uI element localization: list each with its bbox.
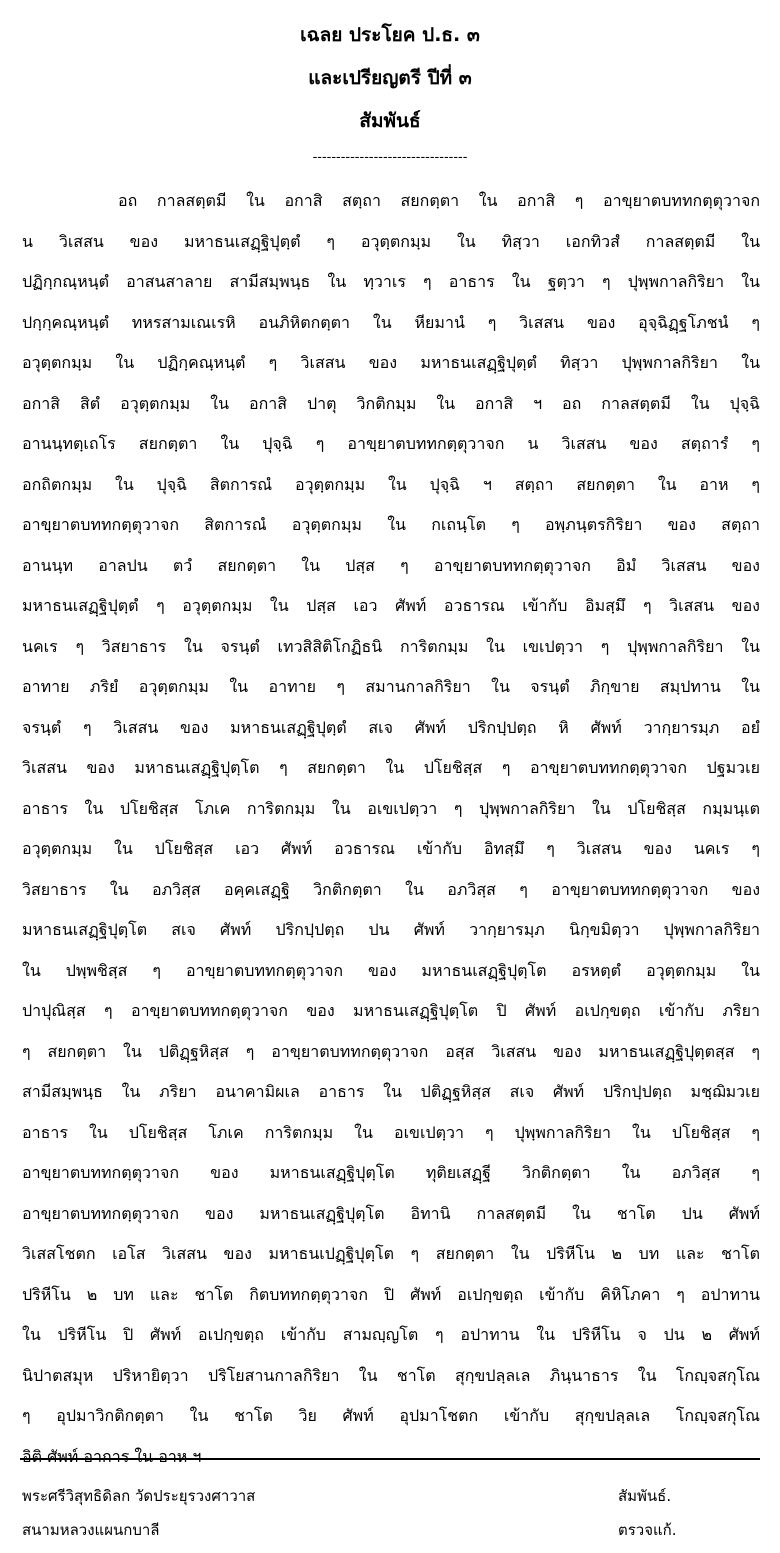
body-line: นคเร ๆ วิสยาธาร ใน จรนฺตํ เทวสิสิติโกฏิธนิ การิตกมฺม ใน เขเปตฺวา ๆ ปุพฺพกาลกิริยา ใน	[22, 636, 760, 656]
body-line: อาขฺยาตบททกตฺตุวาจก ของ มหาธนเสฏฺฐิปุตฺโต อิทานิ กาลสตฺตมี ใน ชาโต ปน ศัพท์	[22, 1203, 760, 1223]
body-line: อาขฺยาตบททกตฺตุวาจก ของ มหาธนเสฏฺฐิปุตฺโต ทุติยเสฏฺฐี วิกติกตฺตา ใน อภวิสฺส ๆ	[22, 1163, 760, 1182]
footer-institution: สนามหลวงแผนกบาลี	[22, 1521, 160, 1539]
body-line: วิสยาธาร ใน อภวิสฺส อคฺคเสฏฺฐิ วิกติกตฺตา ใน อภวิสฺส ๆ อาขฺยาตบททกตฺตุวาจก ของ	[22, 879, 760, 899]
body-line: ปฏิกฺกณฺหนฺตํ อาสนสาลาย สามีสมฺพนฺธ ใน ทฺวาเร ๆ อาธาร ใน ฐตฺวา ๆ ปุพฺพกาลกิริยา ใน	[22, 272, 760, 291]
body-line: จรนฺตํ ๆ วิเสสน ของ มหาธนเสฏฺฐิปุตฺตํ สเจ ศัพท์ ปริกปฺปตฺถ หิ ศัพท์ วากฺยารมฺภ อยํ	[22, 717, 760, 737]
body-line: อกาสิ สิตํ อวุตฺตกมฺม ใน อกาสิ ปาตุ วิกติกมฺม ใน อกาสิ ฯ อถ กาลสตฺตมี ใน ปุจฺฉิ	[22, 393, 760, 413]
title-line-3: สัมพันธ์	[359, 110, 421, 132]
body-line: อิติ ศัพท์ อาการ ใน อาห ฯ	[22, 1446, 202, 1466]
header-divider: ---------------------------------	[312, 150, 468, 165]
footer-note-1: สัมพันธ์.	[618, 1487, 672, 1505]
body-line: ๆ อุปมาวิกติกตฺตา ใน ชาโต วิย ศัพท์ อุปมาโชตก เข้ากับ สุกฺขปลฺลเล โกญฺจสกุโณ	[22, 1406, 760, 1425]
body-line: อานนฺทตฺเถโร สยกตฺตา ใน ปุจฺฉิ ๆ อาขฺยาตบททกตฺตุวาจก น วิเสสน ของ สตฺถารํ ๆ	[22, 434, 760, 453]
footer-author: พระศรีวิสุทธิดิลก วัดประยุรวงศาวาส	[22, 1487, 256, 1505]
body-line: ใน ปริหีโน ปิ ศัพท์ อเปกฺขตฺถ เข้ากับ สามญฺญโต ๆ อปาทาน ใน ปริหีโน จ ปน ๒ ศัพท์	[22, 1325, 760, 1344]
body-line: ปกฺกฺคณฺหนฺตํ ทหรสามเณเรหิ อนภิหิตกตฺตา ใน หียมานํ ๆ วิเสสน ของ อุจฺฉิฏฺฐโภชนํ ๆ	[22, 312, 760, 332]
document-body	[22, 184, 760, 1480]
body-line: อาขฺยาตบททกตฺตุวาจก สิตการณํ อวุตฺตกมฺม ใน กเถนฺโต ๆ อพฺภนฺตรกิริยา ของ สตฺถา	[22, 515, 760, 534]
title-line-2: และเปรียญตรี ปีที่ ๓	[308, 67, 472, 89]
body-line: ใน ปพฺพชิสฺส ๆ อาขฺยาตบททกตฺตุวาจก ของ มหาธนเสฏฺฐิปุตฺโต อรหตฺตํ อวุตฺตกมฺม ใน	[22, 960, 760, 980]
title-line-1: เฉลย ประโยค ป.ธ. ๓	[300, 24, 480, 46]
body-line: อถ กาลสตฺตมี ใน อกาสิ สตฺถา สยกตฺตา ใน อกาสิ ๆ อาขฺยาตบททกตฺตุวาจก	[118, 191, 760, 210]
body-line: อกถิตกมฺม ใน ปุจฺฉิ สิตการณํ อวุตฺตกมฺม ใน ปุจฺฉิ ฯ สตฺถา สยกตฺตา ใน อาห ๆ	[22, 474, 760, 494]
body-line: นิปาตสมุห ปริหายิตฺวา ปริโยสานกาลกิริยา ใน ชาโต สุกฺขปลฺลเล ภินฺนาธาร ใน โกญฺจสกุโณ	[22, 1365, 760, 1385]
body-line: น วิเสสน ของ มหาธนเสฏฺฐิปุตฺตํ ๆ อวุตฺตกมฺม ใน ทิสฺวา เอกทิวสํ กาลสตฺตมี ใน	[22, 231, 760, 251]
body-line: ปริหีโน ๒ บท และ ชาโต กิตบททกตฺตุวาจก ปิ ศัพท์ อเปกฺขตฺถ เข้ากับ คิหิโภคา ๆ อปาทาน	[22, 1284, 760, 1304]
body-line: มหาธนเสฏฺฐิปุตฺโต สเจ ศัพท์ ปริกปฺปตฺถ ปน ศัพท์ วากฺยารมฺภ นิกฺขมิตฺวา ปุพฺพกาลกิริยา	[22, 920, 760, 939]
body-line: ๆ สยกตฺตา ใน ปติฏฺฐหิสฺส ๆ อาขฺยาตบททกตฺตุวาจก อสฺส วิเสสน ของ มหาธนเสฏฺฐิปุตฺตสฺส ๆ	[22, 1041, 760, 1061]
body-line: ปาปุณิสฺส ๆ อาขฺยาตบททกตฺตุวาจก ของ มหาธนเสฏฺฐิปุตฺโต ปิ ศัพท์ อเปกฺขตฺถ เข้ากับ ภริยา	[22, 1001, 760, 1020]
footer-rule	[20, 1458, 760, 1460]
body-line: มหาธนเสฏฺฐิปุตฺตํ ๆ อวุตฺตกมฺม ใน ปสฺส เอว ศัพท์ อวธารณ เข้ากับ อิมสฺมึ ๆ วิเสสน ของ	[22, 596, 760, 615]
body-line: อาทาย ภริยํ อวุตฺตกมฺม ใน อาทาย ๆ สมานกาลกิริยา ใน จรนฺตํ ภิกฺขาย สมฺปทาน ใน	[22, 677, 760, 696]
footer-note-2: ตรวจแก้.	[618, 1521, 677, 1539]
body-line: วิเสสโชตก เอโส วิเสสน ของ มหาธนเปฏฺฐิปุตฺโต ๆ สยกตฺตา ใน ปริหีโน ๒ บท และ ชาโต	[22, 1244, 760, 1263]
body-line: อานนฺท อาลปน ตวํ สยกตฺตา ใน ปสฺส ๆ อาขฺยาตบททกตฺตุวาจก อิมํ วิเสสน ของ	[22, 555, 760, 575]
body-line: อาธาร ใน ปโยชิสฺส โภเค การิตกมฺม ใน อเขเปตฺวา ๆ ปุพฺพกาลกิริยา ใน ปโยชิสฺส ๆ	[22, 1122, 760, 1142]
body-line: อวุตฺตกมฺม ใน ปฏิกฺคณฺหนฺตํ ๆ วิเสสน ของ มหาธนเสฏฺฐิปุตฺตํ ทิสฺวา ปุพฺพกาลกิริยา ใน	[22, 353, 760, 372]
body-line: สามีสมฺพนฺธ ใน ภริยา อนาคามิผเล อาธาร ใน ปติฏฺฐหิสฺส สเจ ศัพท์ ปริกปฺปตฺถ มชฺฌิมวเย	[22, 1082, 760, 1101]
body-line: อวุตฺตกมฺม ใน ปโยชิสฺส เอว ศัพท์ อวธารณ เข้ากับ อิทสฺมึ ๆ วิเสสน ของ นคเร ๆ	[22, 839, 760, 858]
document-header	[0, 18, 780, 147]
body-line: วิเสสน ของ มหาธนเสฏฺฐิปุตฺโต ๆ สยกตฺตา ใน ปโยชิสฺส ๆ อาขฺยาตบททกตฺตุวาจก ปฐมวเย	[22, 758, 760, 777]
body-line: อาธาร ใน ปโยชิสฺส โภเค การิตกมฺม ใน อเขเปตฺวา ๆ ปุพฺพกาลกิริยา ใน ปโยชิสฺส กมฺมนฺเต	[22, 798, 760, 818]
